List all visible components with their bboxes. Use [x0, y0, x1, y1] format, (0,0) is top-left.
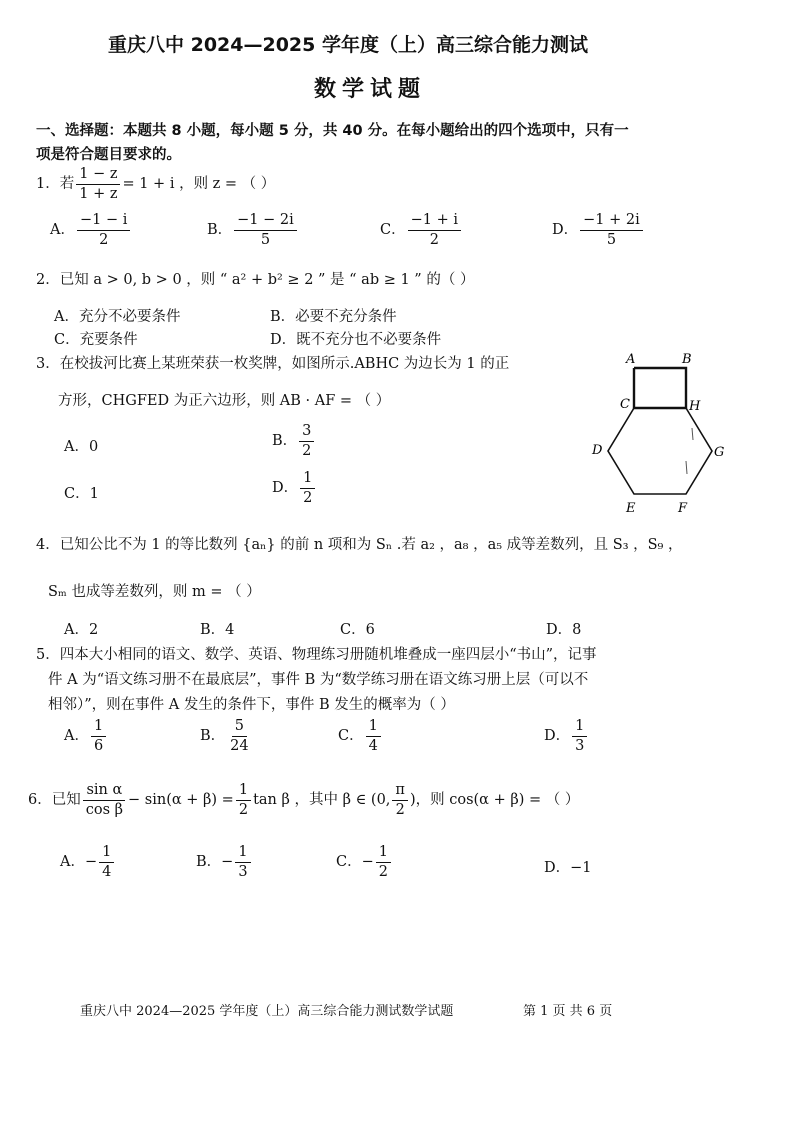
option-fraction	[580, 212, 643, 248]
q1-frac-den: 1 + z	[79, 185, 118, 202]
q4-option-d[interactable]: D．8	[546, 622, 582, 638]
pencil-mark	[692, 428, 693, 440]
frac-den: 4	[102, 863, 112, 880]
exam-title: 重庆八中 2024—2025 学年度（上）高三综合能力测试	[108, 34, 588, 56]
option-label: D．	[552, 222, 579, 239]
q3-figure	[586, 348, 736, 518]
frac-den: 2	[429, 231, 439, 248]
q1-fraction	[76, 166, 120, 202]
option-fraction	[408, 212, 461, 248]
option-fraction	[300, 470, 315, 506]
question-6-stem	[28, 782, 579, 818]
q1-number: 1．若	[36, 176, 75, 193]
question-5-line1: 5．四本大小相同的语文、数学、英语、物理练习册随机堆叠成一座四层小“书山”，记事	[36, 647, 597, 663]
frac-num: 1	[366, 718, 381, 737]
option-label: B．	[196, 854, 222, 871]
frac-num: 1	[236, 782, 251, 801]
fig-label-f: F	[678, 501, 688, 516]
frac-num: 5	[232, 718, 247, 737]
section-heading-line2: 项是符合题目要求的。	[36, 147, 181, 163]
frac-num: π	[392, 782, 408, 801]
hexagon-outline	[608, 408, 712, 494]
question-1-stem	[36, 166, 275, 202]
question-3-line2: 方形，CHGFED 为正六边形，则 AB · AF = （ ）	[58, 393, 391, 409]
q6-option-d[interactable]	[544, 856, 592, 877]
question-5-line2: 件 A 为“语文练习册不在最底层”，事件 B 为“数学练习册在语文练习册上层（可以不	[48, 672, 589, 688]
option-fraction	[572, 718, 587, 754]
option-label: C．	[336, 854, 362, 871]
question-2-stem: 2．已知 a > 0, b > 0 ，则 “ a² + b² ≥ 2 ” 是 “ ab ≥ 1 ” 的（ ）	[36, 272, 475, 288]
frac-num: −1 − 2i	[234, 212, 297, 231]
q5-option-a[interactable]	[64, 718, 108, 754]
frac-num: 1	[376, 844, 391, 863]
frac-num: 1	[572, 718, 587, 737]
section-heading-line1: 一、选择题：本题共 8 小题，每小题 5 分，共 40 分。在每小题给出的四个选项中，只有一	[36, 123, 629, 139]
frac-num: 1	[300, 470, 315, 489]
q6-middle: − sin(α + β) =	[128, 792, 234, 809]
option-label: B．	[207, 222, 233, 239]
option-sign: −	[361, 854, 374, 871]
q5-option-b[interactable]	[200, 718, 254, 754]
q3-option-b[interactable]	[272, 423, 316, 459]
frac-den: 5	[606, 231, 617, 248]
option-label: B．	[200, 728, 226, 745]
q6-fraction-3	[392, 782, 408, 818]
option-value: −1	[570, 860, 592, 876]
fig-label-h: H	[689, 399, 701, 414]
q1-option-d[interactable]	[552, 212, 645, 248]
option-label: D．	[544, 728, 571, 745]
q4-option-c[interactable]: C．6	[340, 622, 375, 638]
q6-fraction-1	[83, 782, 126, 818]
q2-option-a[interactable]: A．充分不必要条件	[54, 309, 181, 325]
q1-option-b[interactable]	[207, 212, 299, 248]
frac-num: 3	[299, 423, 314, 442]
question-5-line3: 相邻）”，则在事件 A 发生的条件下，事件 B 发生的概率为（ ）	[48, 697, 455, 713]
fig-label-a: A	[626, 352, 636, 367]
option-label: C．	[64, 486, 90, 502]
q6-rest: )，则 cos(α + β) = （ ）	[409, 792, 580, 809]
question-4-line1: 4．已知公比不为 1 的等比数列 {aₙ} 的前 n 项和为 Sₙ .若 a₂ ，a₈ ，a₅ 成等差数列，且 S₃ ，S₉ ，	[36, 537, 683, 553]
frac-den: 3	[238, 863, 248, 880]
q3-option-a[interactable]	[64, 435, 98, 456]
frac-den: 2	[238, 801, 249, 818]
option-value: 1	[89, 486, 99, 502]
pencil-mark	[686, 461, 687, 474]
q2-option-b[interactable]: B．必要不充分条件	[270, 309, 397, 325]
frac-num: −1 − i	[77, 212, 130, 231]
fig-label-c: C	[620, 397, 630, 412]
fig-label-e: E	[626, 501, 636, 516]
frac-den: 2	[302, 442, 312, 459]
frac-den: 24	[230, 737, 249, 754]
option-label: A．	[50, 222, 75, 239]
frac-num: 1	[235, 844, 250, 863]
footer-page-number: 第 1 页 共 6 页	[523, 1004, 613, 1019]
option-value: 0	[88, 439, 99, 455]
option-label: C．	[338, 728, 364, 745]
option-fraction	[227, 718, 251, 754]
q1-rest: = 1 + i ，则 z = （ ）	[122, 176, 276, 193]
q4-option-b[interactable]: B．4	[200, 622, 235, 638]
option-fraction	[235, 844, 250, 880]
option-label: C．	[380, 222, 406, 239]
option-fraction	[299, 423, 314, 459]
q5-option-c[interactable]	[338, 718, 383, 754]
frac-den: 4	[368, 737, 378, 754]
footer-exam-name: 重庆八中 2024—2025 学年度（上）高三综合能力测试数学试题	[80, 1004, 454, 1019]
q5-option-d[interactable]	[544, 718, 589, 754]
option-fraction	[77, 212, 130, 248]
frac-den: 6	[93, 737, 104, 754]
frac-den: 5	[260, 231, 271, 248]
frac-num: −1 + 2i	[580, 212, 643, 231]
option-fraction	[91, 718, 106, 754]
q1-option-a[interactable]	[50, 212, 132, 248]
option-label: A．	[60, 854, 85, 871]
fig-label-d: D	[592, 443, 603, 458]
q3-option-c[interactable]	[64, 482, 99, 503]
square-outline	[634, 368, 686, 408]
frac-den: 2	[99, 231, 109, 248]
q6-option-b[interactable]	[196, 844, 253, 880]
q2-option-c[interactable]: C．充要条件	[54, 332, 138, 348]
option-fraction	[99, 844, 114, 880]
q6-middle-2: tan β ，其中 β ∈ (0,	[253, 792, 391, 809]
option-sign: −	[221, 854, 234, 871]
frac-den: 2	[395, 801, 405, 818]
q1-option-c[interactable]	[380, 212, 463, 248]
q2-option-d[interactable]: D．既不充分也不必要条件	[270, 332, 442, 348]
option-fraction	[234, 212, 297, 248]
frac-den: 2	[303, 489, 313, 506]
q6-option-c[interactable]	[336, 844, 393, 880]
option-label: A．	[64, 439, 89, 455]
frac-den: 3	[575, 737, 585, 754]
option-sign: −	[84, 854, 98, 871]
option-label: D．	[272, 480, 299, 497]
option-label: D．	[544, 860, 571, 876]
fig-label-g: G	[714, 445, 725, 460]
frac-den: 2	[378, 863, 388, 880]
q4-option-a[interactable]: A．2	[64, 622, 99, 638]
option-fraction	[376, 844, 391, 880]
frac-num: 1	[91, 718, 106, 737]
question-4-line2: Sₘ 也成等差数列，则 m = （ ）	[48, 584, 261, 600]
option-label: B．	[272, 433, 298, 450]
option-fraction	[366, 718, 381, 754]
q3-option-d[interactable]	[272, 470, 317, 506]
frac-num: sin α	[83, 782, 125, 801]
q6-fraction-2	[236, 782, 251, 818]
q1-frac-num: 1 − z	[76, 166, 120, 185]
question-3-line1: 3．在校拔河比赛上某班荣获一枚奖牌，如图所示.ABHC 为边长为 1 的正	[36, 356, 510, 372]
frac-num: −1 + i	[408, 212, 461, 231]
frac-num: 1	[99, 844, 114, 863]
q6-option-a[interactable]	[60, 844, 116, 880]
fig-label-b: B	[682, 352, 692, 367]
frac-den: cos β	[85, 801, 124, 818]
option-label: A．	[64, 728, 89, 745]
q6-number: 6．已知	[28, 792, 81, 809]
exam-subtitle: 数学试题	[314, 77, 427, 102]
